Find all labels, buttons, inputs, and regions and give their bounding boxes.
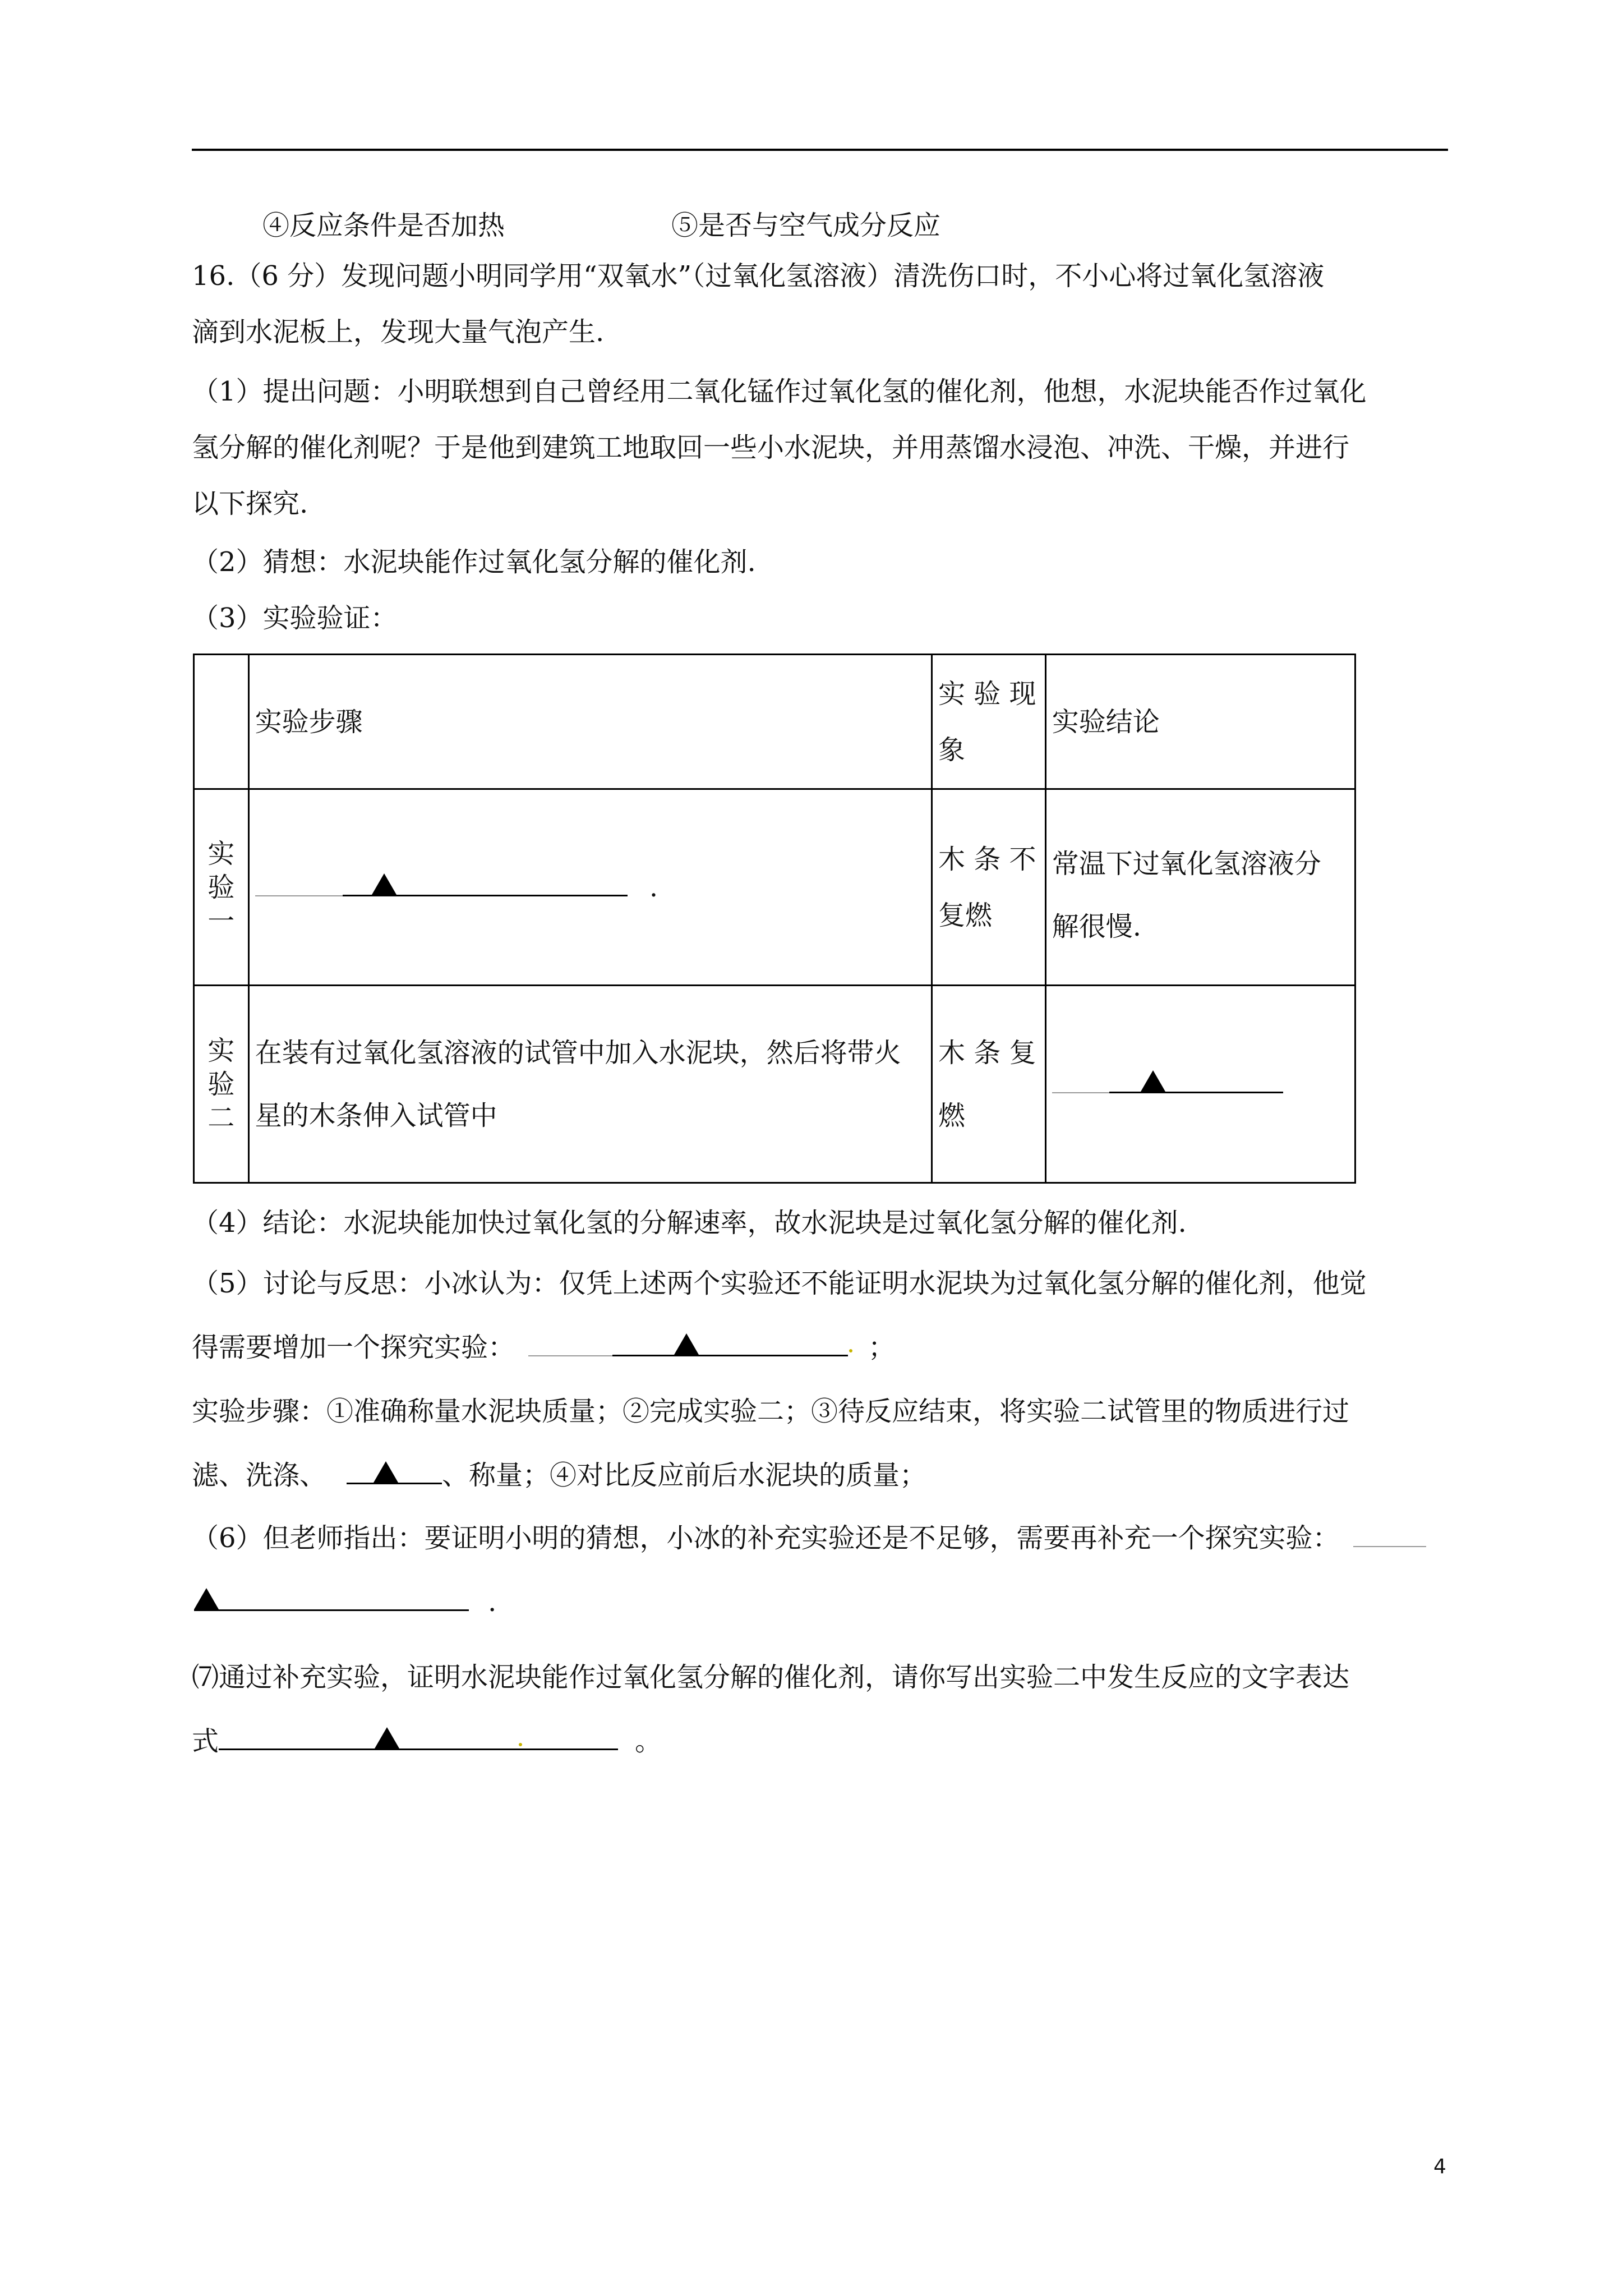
row2-phenomenon-line1: 木 条 复 [938,1037,1036,1069]
row1-phenomenon-line1: 木 条 不 [938,843,1036,875]
p5-step-blank[interactable] [347,1460,442,1484]
header-blank-cell [194,655,249,789]
p5-line2-text: 得需要增加一个探究实验： [192,1332,515,1363]
q16-line2: 滴到水泥板上，发现大量气泡产生. [192,316,605,348]
row1-conclusion-line1: 常温下过氧化氢溶液分 [1052,848,1321,880]
p5-experiment-blank[interactable] [612,1332,848,1356]
q16-line1: 16.（6 分）发现问题小明同学用“双氧水”（过氧化氢溶液）清洗伤口时，不小心将过氧化氢溶液 [192,260,1325,292]
row1-step-end: . [649,871,658,903]
row1-label-char3: 一 [208,905,235,937]
row2-label-char2: 验 [208,1068,235,1100]
table-row [194,986,1355,1183]
p7-line2-a: 式 [192,1726,219,1757]
table-header-row [194,655,1355,789]
row2-concl-blank-lead [1052,1070,1109,1093]
blank-triangle-icon [674,1333,699,1355]
row1-step-blank-lead [255,873,343,896]
row1-step-blank[interactable] [343,872,628,896]
p6-line1-text: （6）但老师指出：要证明小明的猜想，小冰的补充实验还是不足够，需要再补充一个探究实验： [192,1522,1340,1554]
option-4: ④反应条件是否加热 [262,210,505,241]
option-5: ⑤是否与空气成分反应 [671,210,941,241]
p7-line1: ⑺通过补充实验，证明水泥块能作过氧化氢分解的催化剂，请你写出实验二中发生反应的文字表达 [192,1662,1350,1693]
p5-blank-lead [528,1333,612,1356]
row2-step-line2: 星的木条伸入试管中 [255,1099,497,1131]
row1-label-char1: 实 [208,838,235,869]
p5-steps-line2 [192,1458,926,1492]
row1-phenomenon [932,789,1045,986]
mark-dot [849,1349,852,1352]
p5-steps-line1: 实验步骤：①准确称量水泥块质量；②完成实验二；③待反应结束，将实验二试管里的物质进行过 [192,1396,1350,1427]
header-phenomenon-line1: 实 验 现 [938,678,1036,710]
row1-phenomenon-line2: 复燃 [938,899,992,931]
row1-label-char2: 验 [208,871,235,903]
p7-line2 [192,1724,662,1758]
table-row [194,789,1355,986]
header-phenomenon [932,655,1045,789]
experiment-table [193,654,1356,1184]
header-step: 实验步骤 [248,655,932,789]
blank-triangle-icon [194,1588,219,1609]
p6-line1 [192,1521,1426,1555]
row1-conclusion [1045,789,1355,986]
p5-line1: （5）讨论与反思：小冰认为：仅凭上述两个实验还不能证明水泥块为过氧化氢分解的催化剂，他觉 [192,1268,1367,1299]
q16-p2: （2）猜想：水泥块能作过氧化氢分解的催化剂. [192,546,756,578]
row2-label-char3: 二 [208,1102,235,1134]
p6-blank-lead [1353,1524,1426,1547]
q16-p1-line2: 氢分解的催化剂呢？于是他到建筑工地取回一些小水泥块，并用蒸馏水浸泡、冲洗、干燥，并进行 [192,432,1350,463]
p5-line2 [192,1331,895,1364]
p6-line2-end: . [488,1586,497,1618]
p5-steps-line2-a: 滤、洗涤、 [192,1460,327,1491]
p4-conclusion: （4）结论：水泥块能加快过氧化氢的分解速率，故水泥块是过氧化氢分解的催化剂. [192,1207,1187,1239]
row1-step-cell [248,789,932,986]
blank-triangle-icon [372,873,396,895]
p5-steps-line2-b: 、称量；④对比反应前后水泥块的质量； [442,1460,927,1491]
p7-expression-blank[interactable] [219,1726,618,1750]
blank-triangle-icon [375,1727,399,1749]
p5-line2-end: ； [868,1332,896,1363]
row1-conclusion-line2: 解很慢. [1052,910,1142,942]
row1-label [194,789,249,986]
q16-p3: （3）实验验证： [192,602,398,634]
header-phenomenon-line2: 象 [938,734,965,766]
mark-dot [519,1743,522,1746]
page-number: 4 [1433,2155,1446,2178]
p6-line2 [194,1585,496,1619]
row2-concl-blank[interactable] [1109,1069,1283,1093]
row2-label-char1: 实 [208,1034,235,1066]
blank-triangle-icon [374,1461,398,1483]
row2-step-line1: 在装有过氧化氢溶液的试管中加入水泥块，然后将带火 [255,1037,901,1069]
q16-p1-line1: （1）提出问题：小明联想到自己曾经用二氧化锰作过氧化氢的催化剂，他想，水泥块能否作过氧化 [192,376,1367,407]
p7-line2-end: 。 [635,1726,662,1757]
row2-step-cell [248,986,932,1183]
p6-experiment-blank[interactable] [194,1587,469,1611]
row2-label [194,986,249,1183]
blank-triangle-icon [1141,1070,1165,1092]
header-conclusion: 实验结论 [1045,655,1355,789]
row2-conclusion-cell [1045,986,1355,1183]
header-rule [192,149,1448,151]
q16-p1-line3: 以下探究. [192,488,308,519]
row2-phenomenon [932,986,1045,1183]
row2-phenomenon-line2: 燃 [938,1099,965,1131]
